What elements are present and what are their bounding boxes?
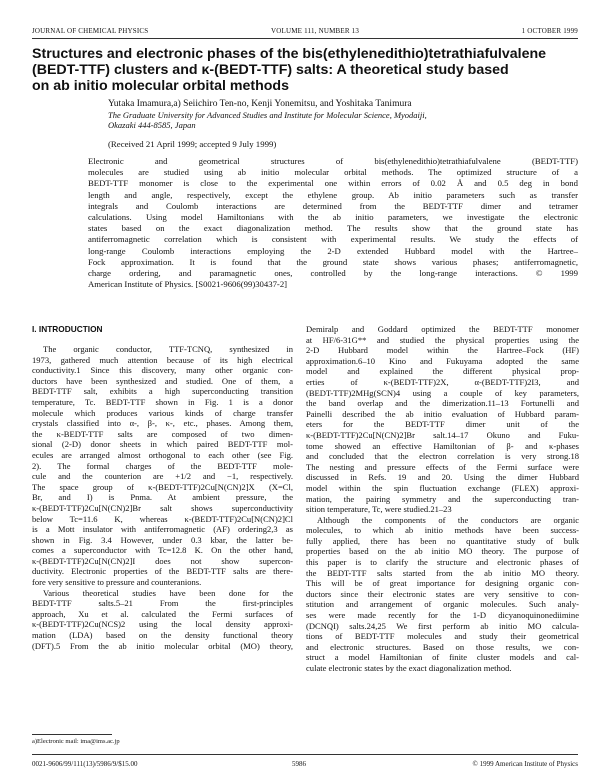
body-line: κ-(BEDT-TTF)2Cu[N(CN)2]Br salt shows superconductivity [32,502,293,513]
body-line: stitution and arrangement of organic molecules. Such analy- [306,599,579,610]
abstract-line: length and angle, respectively, except the ethylene group. Ab initio parameters such as transfer [88,189,578,200]
abstract-line: integrals and Coulomb interactions are determined from the BEDT-TTF dimer and tetramer [88,200,578,211]
body-line: and concluded that the electron correlation is very strong.18 [306,451,579,462]
body-line: cule and the counterion are +1/2 and −1, respectively. [32,471,293,482]
body-line: the BEDT-TTF salts started from the ab initio MO theory. [306,567,579,578]
affiliation [108,110,578,130]
body-line: conductivity.1 Since this discovery, many other organic con- [32,365,293,376]
body-line: The space group of κ-(BEDT-TTF)2Cu[N(CN)2]X (X=Cl, [32,481,293,492]
body-line: (BEDT-TTF)2MHg(SCN)4 using a couple of key parameters, [306,387,579,398]
body-line: 2-D Hubbard model within the Hartree–Fock (HF) [306,345,579,356]
affiliation-line: Okazaki 444-8585, Japan [108,120,196,130]
body-line: tome showed an effective Hamiltonian of β- and κ-phases [306,440,579,451]
body-line: mation, the pairing symmetry and the superconducting tran- [306,493,579,504]
body-line: Although the components of the conductors are organic [317,514,579,525]
body-line: below Tc=11.6 K, whereas κ-(BEDT-TTF)2Cu[N(CN)2]Cl [32,513,293,524]
body-line: fully applied, there has been no quantitative study of bulk [306,535,579,546]
abstract-line: antiferromagnetic correlation which is consistent with experimental results. We study the effects of [88,234,578,245]
copyright-notice: © 1999 American Institute of Physics [472,760,578,768]
abstract-line: Electronic and geometrical structures of bis(ethylenedithio)tetrathiafulvalene (BEDT-TTF) [88,156,578,166]
body-line: erties of κ-(BEDT-TTF)2X, α-(BEDT-TTF)2I3, and [306,376,579,387]
body-line: fore very sensitive to pressure and counteranions. [32,577,202,588]
body-line: crystals classified into α-, β-, κ-, etc., phases. Among them, [32,418,293,429]
body-line: κ-(BEDT-TTF)2Cu[N(CN)2]I does not show supercon- [32,555,293,566]
body-line: ecules are arranged almost orthogonal to each other (see Fig. [32,449,293,460]
body-line: 2). The formal charges of the BEDT-TTF mole- [32,460,293,471]
footer-divider [32,754,578,755]
page-number: 5986 [292,760,306,768]
body-line: this paper is to clarify the structure and electronic phases of [306,557,579,568]
body-line: approach, Xu et al. calculated the Fermi surfaces of [32,608,293,619]
body-line: struct a model Hamiltonian of finite cluster models and cal- [306,652,579,663]
body-line: tions of BEDT-TTF molecules and study their geometrical [306,631,579,642]
received-dates: (Received 21 April 1999; accepted 9 July 1999) [108,139,277,149]
body-line: model and explained the different physical prop- [306,366,579,377]
abstract-line: American Institute of Physics. [S0021-9606(99)30437-2] [88,279,288,290]
body-line: mation (LDA) based on the density functional theory [32,630,293,641]
title-line: on ab initio molecular orbital methods [32,78,289,94]
body-line: molecules, to which ab initio methods have been success- [306,525,579,536]
body-line: ductors since their electronic states are very sensitive to con- [306,588,579,599]
footnote-divider [32,734,112,735]
body-line: model within the spin fluctuation exchange (FLEX) approxi- [306,482,579,493]
body-line: BEDT-TTF salts.5–21 From the first-principles [32,598,293,609]
body-line: and electronic structures. Based on those results, we con- [306,641,579,652]
body-line: the band overlap and the dimerization.11–13 Fortunelli and [306,398,579,409]
body-line: culate electronic states by the exact diagonalization method. [306,663,512,673]
title-line: Structures and electronic phases of the bis(ethylenedithio)tetrathiafulvalene [32,46,547,62]
body-line: Demiralp and Goddard optimized the BEDT-TTF monomer [306,324,579,334]
body-line: Painelli described the ab initio evaluation of Hubbard param- [306,408,579,419]
body-line: properties based on the ab initio MO theory. The purpose of [306,546,579,557]
volume-number: VOLUME 111, NUMBER 13 [271,27,360,35]
body-line: is a Mott insulator with antiferromagnetic (AF) ordering2,3 as [32,524,293,535]
body-line: shown in Fig. 3.4 However, under 0.3 kbar, the latter be- [32,534,293,545]
author-list: Yutaka Imamura,a) Seiichiro Ten-no, Kenji Yonemitsu, and Yoshitaka Tanimura [108,99,412,109]
body-line: ductivity. Electronic properties of the BEDT-TTF salts are there- [32,566,293,577]
body-line: κ-(BEDT-TTF)2Cu(NCS)2 using the local density approxi- [32,619,293,630]
body-line: ductors have been synthesized and studied. One of them, a [32,375,293,386]
article-code: 0021-9606/99/111(13)/5986/9/$15.00 [32,760,138,768]
footnote: a)Electronic mail: ima@ims.ac.jp [32,738,120,745]
header-divider [32,38,578,39]
affiliation-line: The Graduate University for Advanced Studies and Institute for Molecular Science, Myodaiji, [108,110,427,120]
body-line: Various theoretical studies have been done for the [43,587,293,598]
body-line: at HF/6-31G** and studied the physical properties using the [306,334,579,345]
body-line: The nesting and pressure effects of the Fermi surface were [306,461,579,472]
body-line: discussed in Refs. 19 and 20. Using the dimer Hubbard [306,472,579,483]
abstract-line: BEDT-TTF monomer is close to the experimental one within errors of 0.02 Å and 0.5 deg in bond [88,178,578,189]
body-line: eters for the BEDT-TTF dimer unit of the [306,419,579,430]
abstract-line: calculations. Using model Hamiltonians with the ab initio parameters, we investigate the electronic [88,212,578,223]
right-column [306,324,579,674]
abstract-line: molecules are studied using ab initio molecular orbital methods. The optimized structure of a [88,167,578,178]
page-footer [32,760,578,770]
body-line: molecule which produces various kinds of charge transfer [32,407,293,418]
body-line: (DFT).5 From the ab initio molecular orbital (MO) theory, [32,640,293,651]
body-line: ses were made recently for the 1-D dicyanoquinonediimine [306,610,579,621]
article-title [32,46,578,94]
issue-date: 1 OCTOBER 1999 [521,27,578,35]
abstract-line: Fock approximation. It is found that the ground state shows various phases; antiferromagnetic, [88,256,578,267]
title-line: (BEDT-TTF) clusters and κ-(BEDT-TTF) salts: A theoretical study based [32,62,509,78]
body-line: 1973, gathered much attention because of its high electrical [32,354,293,365]
left-column [32,344,293,651]
body-line: (DCNQI) salts.24,25 We first perform ab initio MO calcula- [306,620,579,631]
abstract-line: charge ordering, and paramagnetic ones, controlled by the long-range interactions. © 1999 [88,268,578,279]
abstract-line: states based on the exact diagonalization method. The results show that the ground state has [88,223,578,234]
abstract [88,156,578,290]
section-heading: I. INTRODUCTION [32,324,103,334]
body-line: approximation.6–10 Kino and Fukuyama adopted the same [306,355,579,366]
body-line: sional (2-D) donor sheets in which paired BEDT-TTF mol- [32,439,293,450]
body-line: comes a superconductor with Tc=12.8 K. On the other hand, [32,545,293,556]
abstract-line: long-range Coulomb interactions employing the 2-D extended Hubbard model with the Hartree– [88,245,578,256]
body-line: BEDT-TTF salt, exhibits a high superconducting transition [32,386,293,397]
body-line: This will be of great importance for designing organic con- [306,578,579,589]
body-line: κ-(BEDT-TTF)2Cu[N(CN)2]Br salt.14–17 Okuno and Fuku- [306,429,579,440]
body-line: Br, and I) is Pnma. At ambient pressure, the [32,492,293,503]
body-line: temperature, Tc. BEDT-TTF shown in Fig. 1 is a donor [32,396,293,407]
body-line: the κ-BEDT-TTF salts are composed of two dimen- [32,428,293,439]
journal-name: JOURNAL OF CHEMICAL PHYSICS [32,27,149,35]
body-line: sition temperature, Tc, were studied.21–23 [306,504,452,515]
body-line: The organic conductor, TTF-TCNQ, synthesized in [43,344,293,354]
